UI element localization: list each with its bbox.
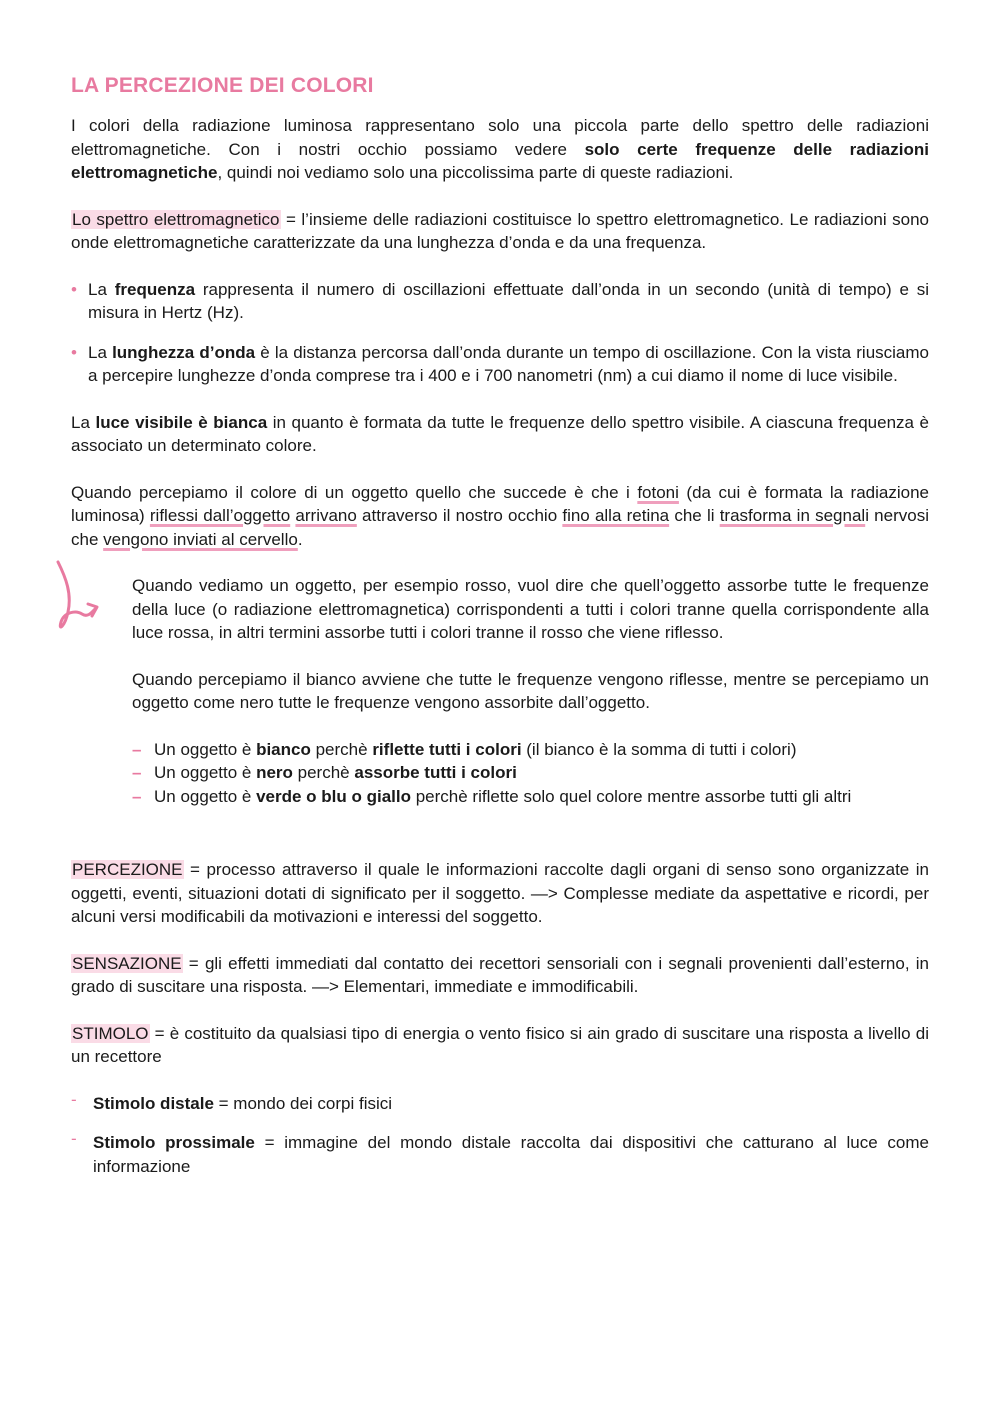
dash-marker: - [71, 1089, 77, 1109]
page [71, 72, 929, 1194]
list-item-bold: bianco [256, 739, 311, 759]
list-item-bold: verde o blu o giallo [256, 786, 411, 806]
list-item-text: La [88, 279, 115, 299]
list-item [71, 278, 929, 325]
definition-text: = è costituito da qualsiasi tipo di energia o vento fisico si ain grado di suscitare una risposta a livello di un recettore [71, 1023, 929, 1066]
definition-term: STIMOLO [72, 1023, 149, 1043]
list-item-text: è la distanza percorsa dall’onda durante un tempo di oscillazione. Con la vista riusciamo a percepire lunghezze d’onda comprese tra i 400 e i 700 nanometri (nm) a cui diamo il nome di luce visibile. [88, 342, 930, 385]
spectrum-paragraph [71, 208, 929, 255]
object-color-list [132, 738, 929, 809]
photons-text: attraverso il nostro occhio [356, 506, 563, 525]
list-item-text: La [88, 342, 113, 362]
white-black-paragraph: Quando percepiamo il bianco avviene che tutte le frequenze vengono riflesse, mentre se percepiamo un oggetto come nero tutte le frequenze vengono assorbite dall’oggetto. [132, 669, 929, 712]
list-item-text: Un oggetto è [154, 786, 257, 806]
list-item-text: perchè [310, 739, 373, 759]
definition-sensazione [71, 952, 929, 999]
list-item [71, 1131, 929, 1178]
spectrum-definition: = l’insieme delle radiazioni costituisce lo spettro elettromagnetico. Le radiazioni sono onde elettromagnetiche caratterizzate da una lunghezza d’onda e da una frequenza. [71, 209, 929, 252]
list-item [132, 761, 929, 785]
list-item-text: perchè riflette solo quel colore mentre assorbe tutti gli altri [411, 786, 852, 806]
list-item-bold: Stimolo prossimale [93, 1133, 255, 1152]
list-item-bold: assorbe tutti i colori [354, 763, 517, 782]
list-item-bold: frequenza [114, 279, 196, 299]
dash-marker: - [71, 1129, 77, 1148]
wave-properties-list [71, 278, 929, 388]
photons-paragraph [71, 481, 929, 552]
definition-text: = gli effetti immediati dal contatto dei recettori sensoriali con i segnali provenienti dall’esterno, in grado di suscitare una risposta. —> Elementari, immediate e immodificabili. [71, 953, 929, 996]
intro-text-2: , quindi noi vediamo solo una piccolissima parte di queste radiazioni. [217, 163, 734, 182]
underlined-text: trasforma in segnal [719, 506, 866, 525]
photons-text: Quando percepiamo il colore di un oggetto quello che succede è che i [71, 482, 638, 502]
photons-text: . [297, 529, 303, 549]
stimuli-list [71, 1089, 930, 1179]
definition-stimolo [71, 1022, 929, 1069]
dash-marker: – [132, 763, 142, 782]
bullet-marker: • [71, 279, 77, 299]
photons-text: che li [669, 506, 720, 525]
definition-term: PERCEZIONE [72, 860, 183, 879]
intro-text-1: I colori della radiazione luminosa rappresentano solo una piccola parte dello spettro delle radiazioni elettromagnetiche. Con i nostri occhio possiamo vedere [71, 116, 929, 159]
list-item [71, 341, 929, 388]
curved-arrow-icon [52, 560, 108, 640]
definition-percezione [71, 858, 929, 929]
visible-bold: luce visibile è bianca [95, 412, 268, 432]
bullet-marker: • [71, 342, 77, 362]
list-item [132, 785, 929, 809]
underlined-text: vengono inviati al cervello [103, 529, 298, 549]
spectrum-term: Lo spettro elettromagnetico [72, 209, 280, 229]
intro-bold: solo certe frequenze delle radiazioni elettromagnetiche [71, 139, 929, 182]
indented-note [132, 574, 929, 808]
visible-text: La [71, 412, 96, 432]
photons-text: i nervosi che [71, 506, 929, 549]
intro-paragraph [71, 114, 929, 185]
underlined-text: fotoni [637, 482, 679, 502]
list-item-text: Un oggetto è [154, 739, 257, 759]
underlined-text: riflessi dall’oggetto [149, 506, 291, 525]
definition-text: = processo attraverso il quale le informazioni raccolte dagli organi di senso sono organizzate in oggetti, eventi, situazioni dotati di significato per il soggetto. —> Complesse mediate da aspettative e ricordi, per alcuni versi modificabili da motivazioni e interessi del soggetto. [71, 860, 929, 926]
underlined-text: fino alla retina [562, 506, 670, 525]
underlined-text: arrivano [295, 506, 357, 525]
list-item-bold: riflette tutti i colori [372, 739, 522, 759]
list-item-text: rappresenta il numero di oscillazioni effettuate dall’onda in un secondo (unità di tempo) e si misura in Hertz (Hz). [88, 279, 930, 322]
dash-marker: – [132, 739, 142, 759]
list-item-text: = immagine del mondo distale raccolta dai dispositivi che catturano al luce come informazione [93, 1133, 930, 1176]
list-item-text: (il bianco è la somma di tutti i colori) [521, 739, 797, 759]
list-item-bold: lunghezza d’onda [112, 342, 256, 362]
list-item-bold: Stimolo distale [93, 1093, 214, 1113]
list-item-text: = mondo dei corpi fisici [213, 1093, 393, 1113]
list-item [132, 738, 929, 762]
list-item-text: Un oggetto è [154, 763, 257, 782]
definition-term: SENSAZIONE [72, 953, 182, 973]
red-object-paragraph: Quando vediamo un oggetto, per esempio rosso, vuol dire che quell’oggetto assorbe tutte le frequenze della luce (o radiazione elettromagnetica) corrispondenti a tutti i colori tranne quella corrispondente alla luce rossa, in altri termini assorbe tutti i colori tranne il rosso che viene riflesso. [132, 576, 929, 642]
dash-marker: – [132, 786, 142, 806]
visible-text: in quanto è formata da tutte le frequenze dello spettro visibile. A ciascuna frequenza è associato un determinato colore. [71, 412, 930, 455]
photons-text: (da cui è formata la radiazione luminosa) [71, 482, 930, 525]
list-item [71, 1089, 929, 1116]
visible-light-paragraph [71, 411, 929, 458]
page-title: LA PERCEZIONE DEI COLORI [71, 74, 374, 97]
list-item-text: perchè [292, 763, 355, 782]
list-item-bold: nero [256, 763, 293, 782]
